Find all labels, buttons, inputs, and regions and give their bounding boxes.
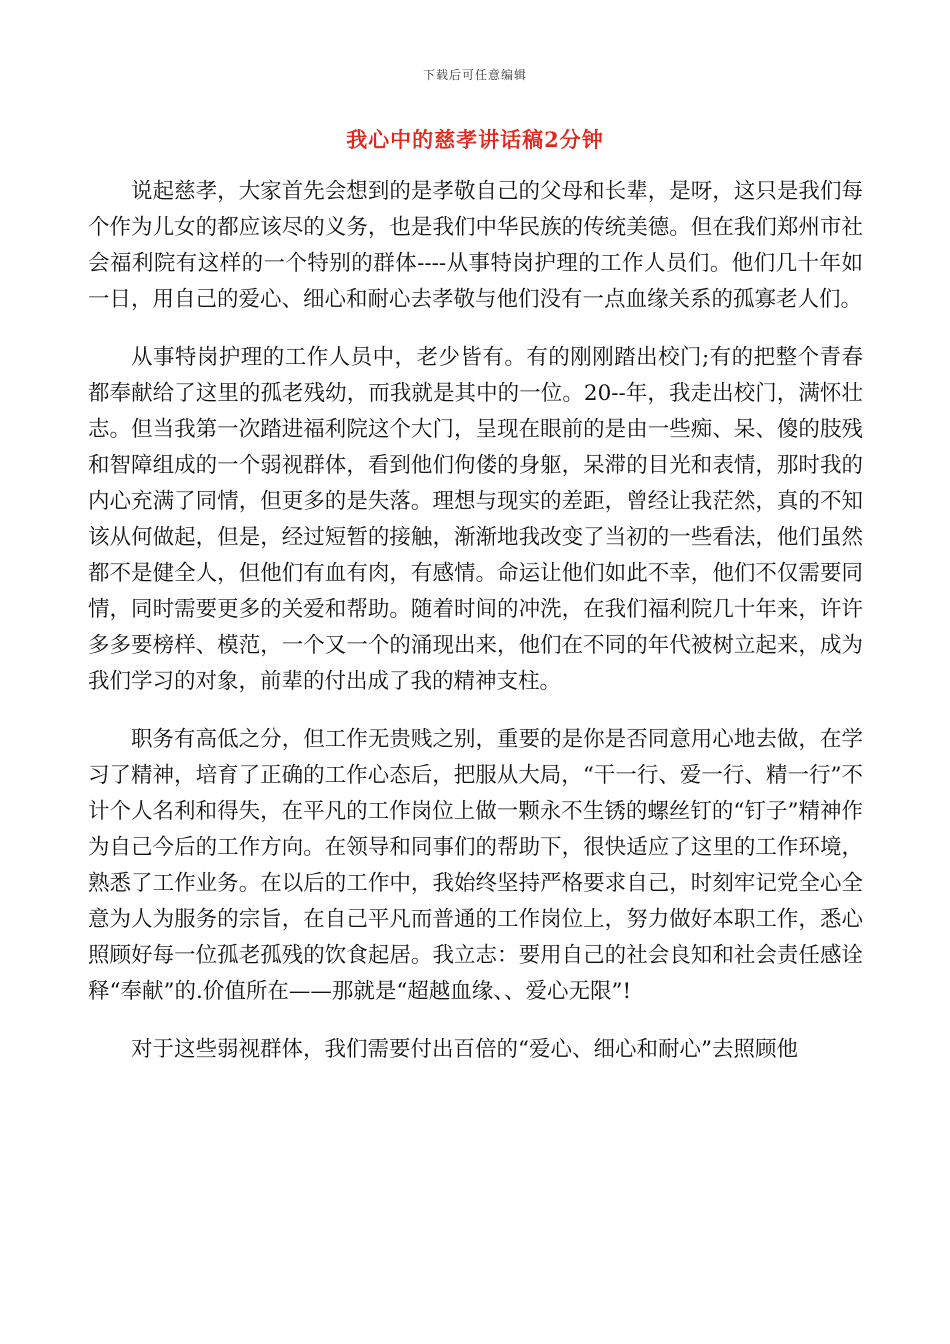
paragraph-3: 职务有高低之分，但工作无贵贱之别，重要的是你是否同意用心地去做，在学习了精神，培育了正确的工作心态后，把服从大局，“干一行、爱一行、精一行”不计个人名利和得失，在平凡的工作岗位上做一颗永不生锈的螺丝钉的“钉子”精神作为自己今后的工作方向。在领导和同事们的帮助下，很快适应了这里的工作环境，熟悉了工作业务。在以后的工作中，我始终坚持严格要求自己，时刻牢记党全心全意为人为服务的宗旨，在自己平凡而普通的工作岗位上，努力做好本职工作，悉心照顾好每一位孤老孤残的饮食起居。我立志：要用自己的社会良知和社会责任感诠释“奉献”的.价值所在——那就是“超越血缘、、爱心无限”! xyxy=(88,727,863,1004)
paragraph-2: 从事特岗护理的工作人员中，老少皆有。有的刚刚踏出校门;有的把整个青春都奉献给了这里的孤老残幼，而我就是其中的一位。20--年，我走出校门，满怀壮志。但当我第一次踏进福利院这个大门，呈现在眼前的是由一些痴、呆、傻的肢残和智障组成的一个弱视群体，看到他们佝偻的身躯，呆滞的目光和表情，那时我的内心充满了同情，但更多的是失落。理想与现实的差距，曾经让我茫然，真的不知该从何做起，但是，经过短暂的接触，渐渐地我改变了当初的一些看法，他们虽然都不是健全人，但他们有血有肉，有感情。命运让他们如此不幸，他们不仅需要同情，同时需要更多的关爱和帮助。随着时间的冲洗，在我们福利院几十年来，许许多多要榜样、模范，一个又一个的涌现出来，他们在不同的年代被树立起来，成为我们学习的对象，前辈的付出成了我的精神支柱。 xyxy=(88,345,863,694)
paragraph-4: 对于这些弱视群体，我们需要付出百倍的“爱心、细心和耐心”去照顾他 xyxy=(131,1037,798,1062)
header-note: 下载后可任意编辑 xyxy=(422,68,527,82)
paragraph-1: 说起慈孝，大家首先会想到的是孝敬自己的父母和长辈，是呀，这只是我们每个作为儿女的都应该尽的义务，也是我们中华民族的传统美德。但在我们郑州市社会福利院有这样的一个特别的群体----从事特岗护理的工作人员们。他们几十年如一日，用自己的爱心、细心和耐心去孝敬与他们没有一点血缘关系的孤寡老人们。 xyxy=(88,179,863,312)
page-title: 我心中的慈孝讲话稿2分钟 xyxy=(346,127,604,152)
body-text xyxy=(88,174,863,1090)
